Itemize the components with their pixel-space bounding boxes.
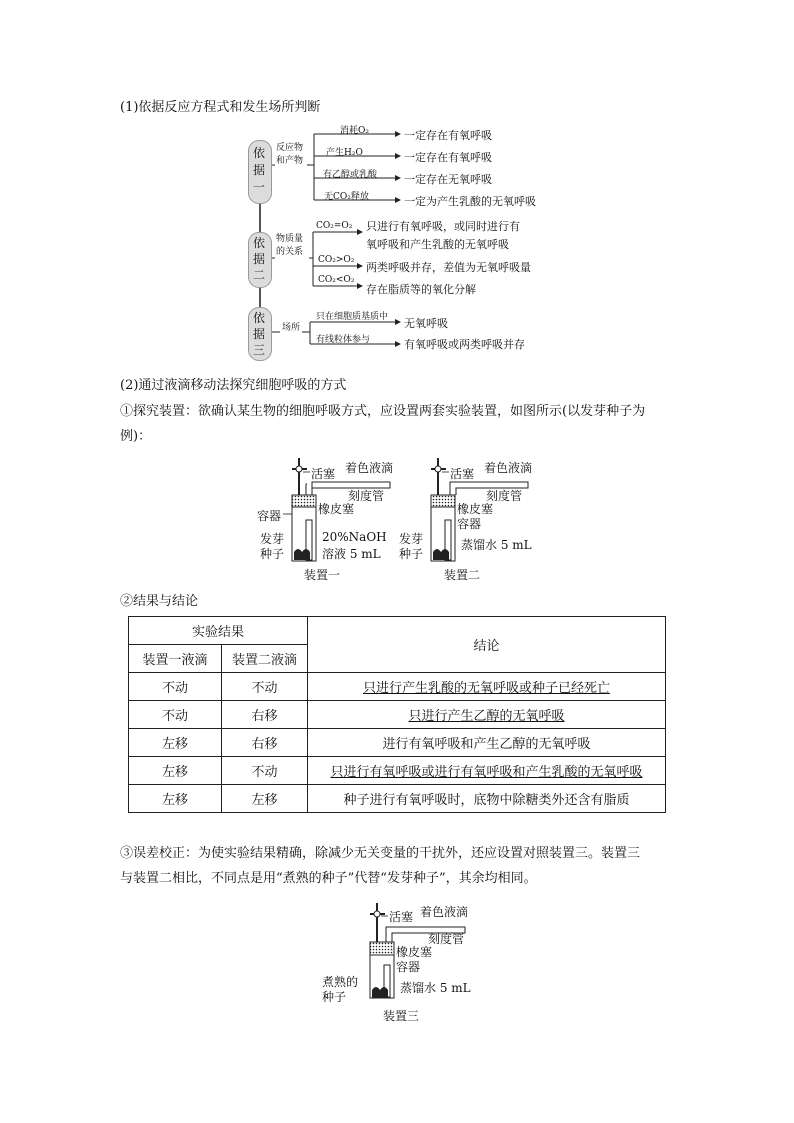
- cell-device2: 右移: [222, 729, 308, 757]
- location-label: 场所: [282, 323, 301, 333]
- device1-droplet-label: 着色液滴: [345, 461, 394, 475]
- amount-relation-label: 物质量的关系: [276, 234, 304, 257]
- cell-device2: 左移: [222, 785, 308, 813]
- section2-heading: (2)通过液滴移动法探究细胞呼吸的方式: [120, 378, 347, 393]
- device2-stopcock-label: 活塞: [450, 467, 475, 481]
- para1-line1: ①探究装置：欲确认某生物的细胞呼吸方式，应设置两套实验装置，如图所示(以发芽种子为: [120, 404, 646, 419]
- result-lipid-oxidation: 存在脂质等的氧化分解: [366, 283, 476, 296]
- cell-conclusion: 只进行有氧呼吸或进行有氧呼吸和产生乳酸的无氧呼吸: [330, 765, 643, 780]
- para3-line1: ③误差校正：为使实验结果精确，除减少无关变量的干扰外，还应设置对照装置三。装置三: [120, 846, 641, 861]
- table-row: [129, 729, 666, 757]
- device2-caption: 装置二: [444, 568, 481, 582]
- cell-conclusion: 种子进行有氧呼吸时，底物中除糖类外还含有脂质: [343, 793, 630, 808]
- device1-stopper-label: 橡皮塞: [318, 502, 355, 516]
- device1-solution-line1: 20%NaOH: [322, 530, 387, 544]
- device2-stopper-label: 橡皮塞: [457, 502, 494, 516]
- cell-conclusion: 只进行产生乳酸的无氧呼吸或种子已经死亡: [362, 681, 610, 696]
- cell-device1: 左移: [129, 757, 222, 785]
- condition-co2-eq-o2: CO₂=O₂: [316, 221, 353, 231]
- cell-device2: 右移: [222, 701, 308, 729]
- result-equal-line1: 只进行有氧呼吸，或同时进行有: [366, 220, 520, 233]
- cell-device2: 不动: [222, 757, 308, 785]
- para3-line2: 与装置二相比，不同点是用“煮熟的种子”代替“发芽种子”，其余均相同。: [120, 871, 537, 886]
- cell-conclusion: 只进行产生乙醇的无氧呼吸: [408, 709, 565, 724]
- condition-ethanol-lactic: 有乙醇或乳酸: [323, 170, 378, 180]
- device1-seed-line1: 发芽: [260, 532, 285, 546]
- device3-droplet-label: 着色液滴: [420, 905, 469, 919]
- cell-device1: 不动: [129, 673, 222, 701]
- device3-solution-label: 蒸馏水 5 mL: [400, 981, 471, 995]
- basis-three-label: 依据三: [252, 311, 265, 357]
- device1-seed-line2: 种子: [260, 547, 285, 561]
- device1-container-label: 容器: [257, 509, 282, 523]
- device3-stopcock-label: 活塞: [389, 910, 414, 924]
- condition-co2-gt-o2: CO₂>O₂: [318, 255, 355, 265]
- result-aerobic-or-both: 有氧呼吸或两类呼吸并存: [404, 338, 525, 351]
- result-both-types: 两类呼吸并存，差值为无氧呼吸量: [366, 261, 531, 274]
- condition-consume-o2: 消耗O₂: [340, 126, 369, 136]
- table-row: [129, 701, 666, 729]
- result-anaerobic-1: 一定存在无氧呼吸: [404, 173, 492, 186]
- device2-droplet-label: 着色液滴: [484, 461, 533, 475]
- results-table: [128, 616, 666, 813]
- result-anaerobic-location: 无氧呼吸: [404, 317, 448, 330]
- header-experiment-results: 实验结果: [129, 617, 308, 645]
- result-aerobic-1: 一定存在有氧呼吸: [404, 129, 492, 142]
- device2-seed-line2: 种子: [399, 547, 424, 561]
- header-device1-droplet: 装置一液滴: [129, 645, 222, 673]
- reactants-products-label: 反应物和产物: [276, 143, 304, 166]
- section1-heading: (1)依据反应方程式和发生场所判断: [120, 100, 321, 115]
- result-aerobic-2: 一定存在有氧呼吸: [404, 151, 492, 164]
- cell-device2: 不动: [222, 673, 308, 701]
- device3-caption: 装置三: [383, 1009, 420, 1023]
- results-heading: ②结果与结论: [120, 594, 199, 609]
- device2-container-label: 容器: [457, 517, 482, 531]
- condition-no-co2: 无CO₂释放: [324, 192, 369, 202]
- basis-two-label: 依据二: [252, 236, 265, 282]
- device3-container-label: 容器: [396, 960, 421, 974]
- device3-stopper-label: 橡皮塞: [396, 945, 433, 959]
- device2-seed-line1: 发芽: [399, 532, 424, 546]
- device2-tube-label: 刻度管: [486, 489, 523, 503]
- device3-seed-line2: 种子: [322, 990, 347, 1004]
- header-device2-droplet: 装置二液滴: [222, 645, 308, 673]
- device3-tube-label: 刻度管: [428, 932, 465, 946]
- device2-solution-label: 蒸馏水 5 mL: [461, 538, 532, 552]
- device1-tube-label: 刻度管: [348, 489, 385, 503]
- header-conclusion: 结论: [308, 617, 666, 673]
- table-row: [129, 785, 666, 813]
- condition-produce-h2o: 产生H₂O: [326, 148, 363, 158]
- cell-device1: 不动: [129, 701, 222, 729]
- condition-co2-lt-o2: CO₂<O₂: [318, 275, 355, 285]
- condition-mitochondria: 有线粒体参与: [316, 335, 371, 345]
- table-row: [129, 673, 666, 701]
- device3-seed-line1: 煮熟的: [322, 975, 359, 989]
- cell-device1: 左移: [129, 785, 222, 813]
- device1-solution-line2: 溶液 5 mL: [322, 547, 381, 561]
- para1-line2: 例)：: [120, 429, 152, 444]
- result-lactic-anaerobic: 一定为产生乳酸的无氧呼吸: [404, 195, 536, 208]
- result-equal-line2: 氧呼吸和产生乳酸的无氧呼吸: [366, 238, 509, 251]
- table-row: [129, 757, 666, 785]
- condition-cytoplasm-only: 只在细胞质基质中: [316, 312, 389, 322]
- cell-device1: 左移: [129, 729, 222, 757]
- device1-stopcock-label: 活塞: [311, 467, 336, 481]
- device1-caption: 装置一: [304, 568, 341, 582]
- basis-one-label: 依据一: [252, 146, 265, 194]
- cell-conclusion: 进行有氧呼吸和产生乙醇的无氧呼吸: [382, 737, 591, 752]
